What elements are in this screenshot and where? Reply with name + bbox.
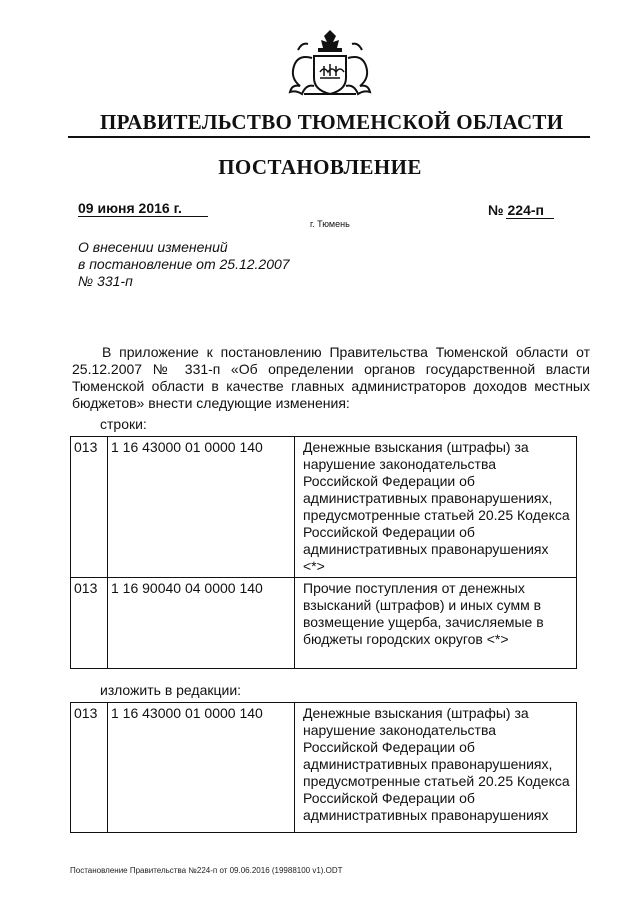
new-edition-label: изложить в редакции: [100, 682, 242, 698]
description-cell [295, 437, 577, 578]
subject-line: № 331-п [78, 273, 133, 289]
subject-line: О внесении изменений [78, 239, 228, 255]
description-line: бюджеты городских округов <*> [303, 631, 509, 647]
description-line: административных правонарушениях, [303, 490, 553, 506]
kbk-code-cell: 1 16 90040 04 0000 140 [108, 578, 295, 669]
header-divider [68, 136, 590, 138]
document-number: № 224-п [488, 202, 544, 218]
description-cell [295, 703, 577, 833]
description-line: административных правонарушениях <*> [303, 541, 549, 574]
description-line: Российской Федерации об [303, 473, 475, 489]
description-line: Прочие поступления от денежных [303, 580, 525, 596]
date-underline [78, 216, 208, 217]
document-subject [78, 239, 290, 290]
description-line: административных правонарушениях [303, 807, 549, 823]
rows-label: строки: [100, 416, 147, 432]
subject-line: в постановление от 25.12.2007 [78, 256, 290, 272]
document-footer: Постановление Правительства №224-п от 09.06.2016 (19988100 v1).ODT [70, 866, 343, 875]
document-city: г. Тюмень [310, 219, 350, 229]
number-underline [506, 218, 554, 219]
table-row [71, 437, 577, 578]
description-line: возмещение ущерба, зачисляемые в [303, 614, 544, 630]
description-line: Российской Федерации об [303, 524, 475, 540]
admin-code-cell: 013 [71, 703, 108, 833]
old-rows-table [70, 436, 577, 669]
description-line: административных правонарушениях, [303, 756, 553, 772]
table-row [71, 578, 577, 669]
description-line: Денежные взыскания (штрафы) за [303, 439, 529, 455]
description-line: Денежные взыскания (штрафы) за [303, 705, 529, 721]
document-date: 09 июня 2016 г. [78, 200, 182, 216]
government-title: ПРАВИТЕЛЬСТВО ТЮМЕНСКОЙ ОБЛАСТИ [100, 110, 564, 134]
description-line: взысканий (штрафов) и иных сумм в [303, 597, 542, 613]
new-rows-table [70, 702, 577, 833]
kbk-code-cell: 1 16 43000 01 0000 140 [108, 437, 295, 578]
description-line: предусмотренные статьей 20.25 Кодекса [303, 507, 570, 523]
coat-of-arms-emblem [284, 28, 376, 100]
description-line: Российской Федерации об [303, 790, 475, 806]
intro-paragraph: В приложение к постановлению Правительства Тюменской области от 25.12.2007 № 331-п «Об определении органов государственной власти Тюменской области в качестве главных администраторов доходов местных бюджетов» внести следующие изменения: [72, 344, 590, 411]
description-cell [295, 578, 577, 669]
description-line: Российской Федерации об [303, 739, 475, 755]
description-line: предусмотренные статьей 20.25 Кодекса [303, 773, 570, 789]
document-type: ПОСТАНОВЛЕНИЕ [218, 155, 422, 179]
admin-code-cell: 013 [71, 437, 108, 578]
kbk-code-cell: 1 16 43000 01 0000 140 [108, 703, 295, 833]
table-row [71, 703, 577, 833]
description-line: нарушение законодательства [303, 722, 497, 738]
description-line: нарушение законодательства [303, 456, 497, 472]
admin-code-cell: 013 [71, 578, 108, 669]
